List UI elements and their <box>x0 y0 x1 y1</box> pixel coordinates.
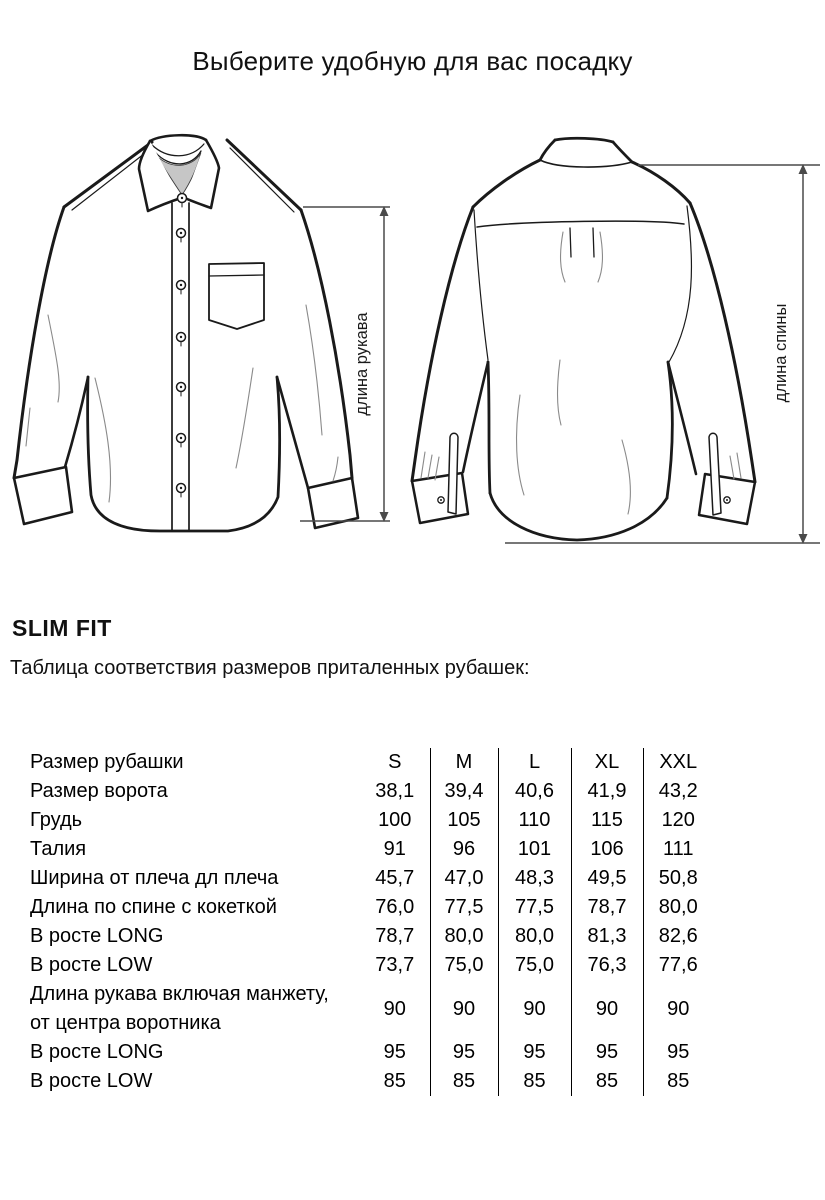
table-row <box>30 835 713 864</box>
row-label: Ширина от плеча дл плеча <box>30 867 279 889</box>
cell-value: 100 <box>378 809 412 831</box>
table-row <box>30 1067 713 1096</box>
row-label: Размер рубашки <box>30 751 184 773</box>
cell-value: 77,6 <box>643 951 713 980</box>
cell-value: 105 <box>430 806 498 835</box>
cell-value: 50,8 <box>643 864 713 893</box>
row-label: В росте LOW <box>30 1070 153 1092</box>
cell-value: 82,6 <box>643 922 713 951</box>
cell-value: 77,5 <box>430 893 498 922</box>
cell-value: 40,6 <box>498 777 571 806</box>
cell-value: 95 <box>430 1038 498 1067</box>
cell-value: 80,0 <box>498 922 571 951</box>
cell-value: 85 <box>383 1070 406 1092</box>
cell-value: 95 <box>383 1041 406 1063</box>
cell-value: 85 <box>430 1067 498 1096</box>
size-col-header: M <box>430 748 498 777</box>
table-row <box>30 1038 713 1067</box>
table-row <box>30 893 713 922</box>
cell-value: 120 <box>643 806 713 835</box>
size-col-header: XL <box>571 748 643 777</box>
row-label: В росте LOW <box>30 954 153 976</box>
table-row <box>30 864 713 893</box>
cell-value: 95 <box>498 1038 571 1067</box>
cell-value: 39,4 <box>430 777 498 806</box>
page-title: Выберите удобную для вас посадку <box>192 46 633 76</box>
cell-value: 76,0 <box>375 896 415 918</box>
cell-value: 38,1 <box>375 780 415 802</box>
table-row <box>30 980 713 1038</box>
cell-value: 76,3 <box>571 951 643 980</box>
cell-value: 81,3 <box>571 922 643 951</box>
cell-value: 78,7 <box>375 925 415 947</box>
row-label: Длина по спине с кокеткой <box>30 896 277 918</box>
row-label: Грудь <box>30 809 83 831</box>
size-chart-table <box>30 748 713 1096</box>
fit-section-heading: SLIM FIT <box>12 615 112 641</box>
cell-value: 77,5 <box>498 893 571 922</box>
table-header-row <box>30 748 713 777</box>
cell-value: 111 <box>643 835 713 864</box>
row-label: Размер ворота <box>30 780 168 802</box>
cell-value: 90 <box>643 980 713 1038</box>
cell-value: 80,0 <box>430 922 498 951</box>
row-label-line2: от центра воротника <box>30 1012 221 1034</box>
size-col-header: XXL <box>643 748 713 777</box>
row-label <box>30 980 360 1038</box>
front-shirt-drawing <box>14 135 358 531</box>
cell-value: 95 <box>571 1038 643 1067</box>
back-shirt-drawing <box>412 138 755 540</box>
shirt-measurement-diagram <box>0 110 825 570</box>
cell-value: 85 <box>498 1067 571 1096</box>
cell-value: 96 <box>430 835 498 864</box>
table-row <box>30 777 713 806</box>
row-label: В росте LONG <box>30 1041 164 1063</box>
back-length-label: длина спины <box>772 303 790 403</box>
cell-value: 78,7 <box>571 893 643 922</box>
cell-value: 75,0 <box>498 951 571 980</box>
cell-value: 95 <box>643 1038 713 1067</box>
row-label-line1: Длина рукава включая манжету, <box>30 983 329 1005</box>
cell-value: 41,9 <box>571 777 643 806</box>
cell-value: 43,2 <box>643 777 713 806</box>
front-buttons <box>177 194 187 498</box>
row-label: В росте LONG <box>30 925 164 947</box>
table-row <box>30 922 713 951</box>
cell-value: 49,5 <box>571 864 643 893</box>
size-col-header: S <box>388 751 402 773</box>
cell-value: 90 <box>498 980 571 1038</box>
cell-value: 75,0 <box>430 951 498 980</box>
table-row <box>30 951 713 980</box>
cell-value: 45,7 <box>375 867 415 889</box>
cell-value: 80,0 <box>643 893 713 922</box>
row-label: Талия <box>30 838 87 860</box>
size-col-header: L <box>498 748 571 777</box>
cell-value: 101 <box>498 835 571 864</box>
sleeve-length-label: длина рукава <box>353 312 371 416</box>
cell-value: 106 <box>571 835 643 864</box>
cell-value: 91 <box>383 838 406 860</box>
cell-value: 90 <box>571 980 643 1038</box>
cell-value: 48,3 <box>498 864 571 893</box>
cell-value: 47,0 <box>430 864 498 893</box>
cell-value: 110 <box>498 806 571 835</box>
table-row <box>30 806 713 835</box>
fit-section-subtitle: Таблица соответствия размеров приталенных рубашек: <box>10 657 530 679</box>
cell-value: 85 <box>571 1067 643 1096</box>
cell-value: 73,7 <box>375 954 415 976</box>
cell-value: 90 <box>430 980 498 1038</box>
cell-value: 90 <box>383 997 406 1020</box>
cell-value: 115 <box>571 806 643 835</box>
cell-value: 85 <box>643 1067 713 1096</box>
chest-pocket <box>209 263 264 329</box>
